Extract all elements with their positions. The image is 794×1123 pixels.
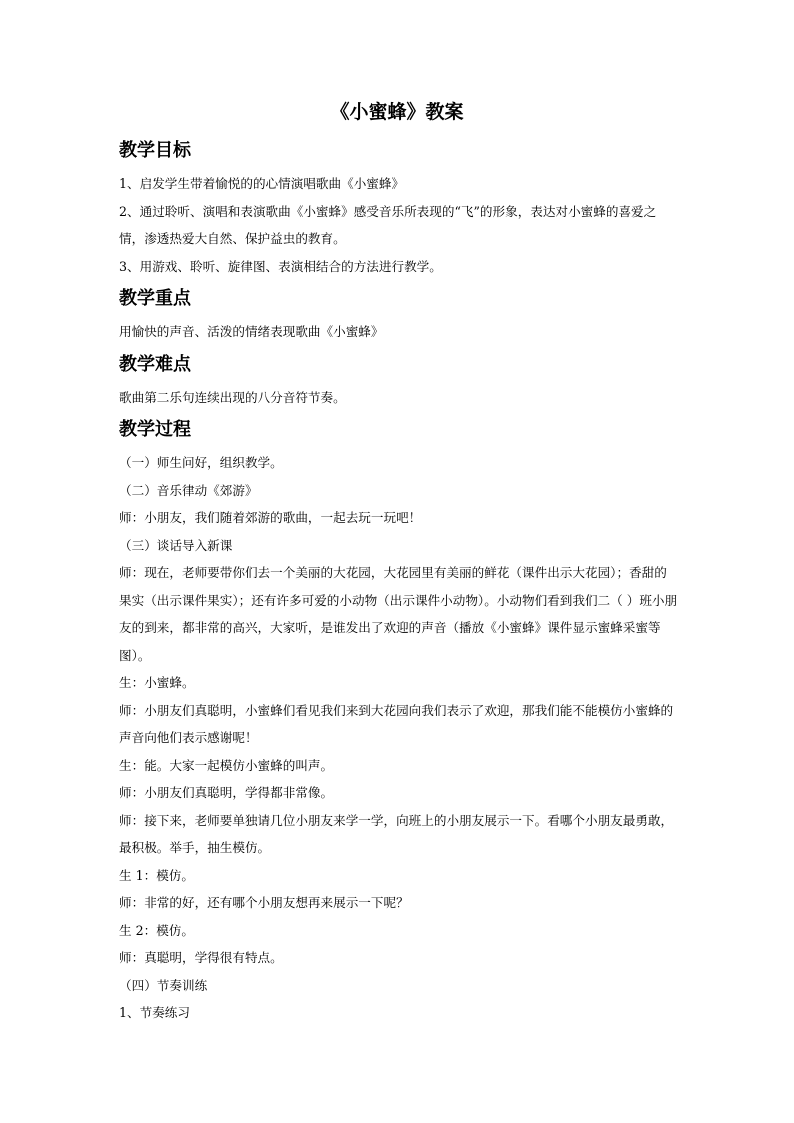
paragraph: 3、用游戏、聆听、旋律图、表演相结合的方法进行教学。: [119, 258, 442, 274]
section-heading-process: 教学过程: [119, 419, 191, 440]
paragraph: 生：能。大家一起模仿小蜜蜂的叫声。: [119, 757, 334, 773]
paragraph: 师：非常的好，还有哪个小朋友想再来展示一下呢？: [119, 895, 409, 910]
paragraph: 歌曲第二乐句连续出现的八分音符节奏。: [119, 389, 346, 405]
paragraph: 生 1：模仿。: [119, 867, 194, 883]
document-body: [119, 132, 679, 1027]
paragraph: （四）节奏训练: [119, 977, 208, 993]
paragraph: 师：现在，老师要带你们去一个美丽的大花园，大花园里有美丽的鲜花（课件出示大花园）；香甜的果实（出示课件果实）；还有许多可爱的小动物（出示课件小动物）。小动物们看到我们二（ ）班小朋友的到来，都非常的高兴，大家听，是谁发出了欢迎的声音（播放《小蜜蜂》课件显示蜜蜂采蜜等图）。: [119, 565, 678, 663]
paragraph: 师：小朋友们真聪明，学得都非常像。: [119, 785, 334, 800]
section-heading-difficulties: 教学难点: [119, 353, 191, 375]
paragraph: 1、节奏练习: [119, 1005, 190, 1020]
paragraph: （二）音乐律动《郊游》: [119, 482, 258, 498]
section-heading-key-points: 教学重点: [119, 288, 191, 309]
paragraph: 生：小蜜蜂。: [119, 675, 195, 690]
paragraph: 师：接下来，老师要单独请几位小朋友来学一学，向班上的小朋友展示一下。看哪个小朋友最勇敢，最积极。举手，抽生模仿。: [119, 812, 674, 855]
paragraph: 2、通过聆听、演唱和表演歌曲《小蜜蜂》感受音乐所表现的“飞”的形象，表达对小蜜蜂的喜爱之情，渗透热爱大自然、保护益虫的教育。: [119, 203, 657, 246]
document-title: 《小蜜蜂》教案: [330, 101, 464, 123]
paragraph: （一）师生问好，组织教学。: [119, 455, 283, 470]
paragraph: 生 2：模仿。: [119, 922, 194, 938]
paragraph: 师：小朋友，我们随着郊游的歌曲，一起去玩一玩吧！: [119, 510, 422, 525]
paragraph: 1、启发学生带着愉悦的的心情演唱歌曲《小蜜蜂》: [119, 176, 405, 191]
paragraph: 师：真聪明，学得很有特点。: [119, 950, 283, 965]
section-heading-objectives: 教学目标: [119, 140, 191, 161]
paragraph: （三）谈话导入新课: [119, 537, 233, 553]
paragraph: 用愉快的声音、活泼的情绪表现歌曲《小蜜蜂》: [119, 324, 384, 339]
paragraph: 师：小朋友们真聪明，小蜜蜂们看见我们来到大花园向我们表示了欢迎，那我们能不能模仿小蜜蜂的声音向他们表示感谢呢！: [119, 702, 674, 745]
